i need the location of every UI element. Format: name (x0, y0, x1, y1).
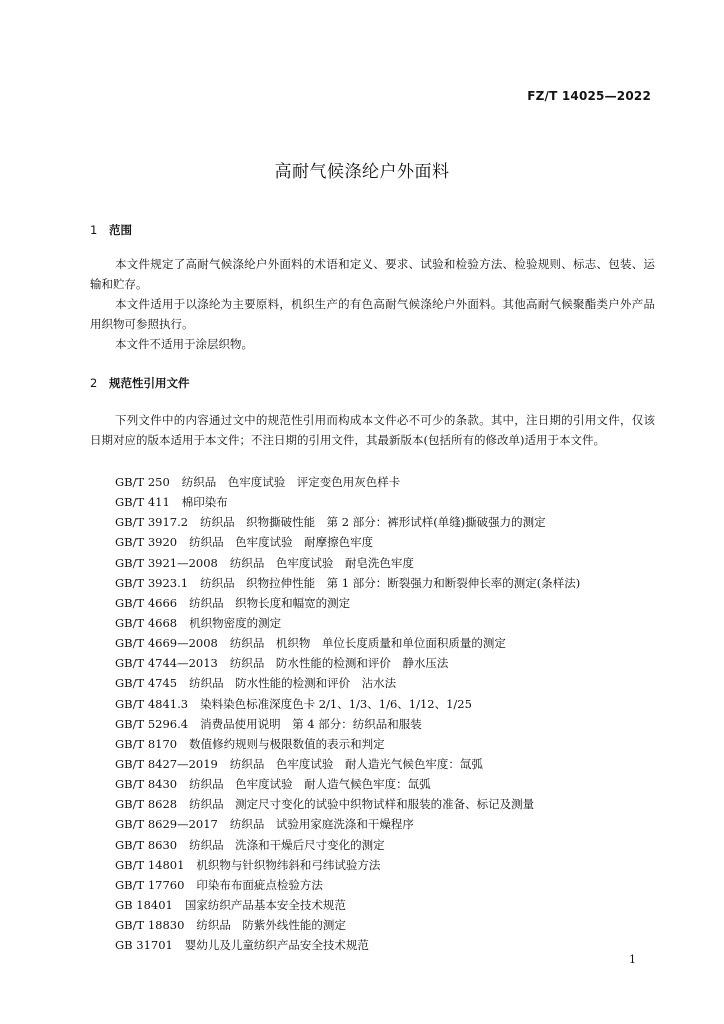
reference-code: GB/T 8427—2019 (115, 756, 218, 771)
document-title: 高耐气候涤纶户外面料 (274, 162, 450, 182)
reference-title: 纺织品 防水性能的检测和评价 沾水法 (189, 676, 397, 691)
reference-title: 数值修约规则与极限数值的表示和判定 (189, 736, 385, 751)
section-1-paragraph: 本文件规定了高耐气候涤纶户外面料的术语和定义、要求、试验和检验方法、检验规则、标志、包装、运输和贮存。 (90, 257, 655, 291)
reference-code: GB/T 250 (115, 475, 170, 489)
reference-title: 纺织品 织物撕破性能 第 2 部分：裤形试样(单缝)撕破强力的测定 (200, 515, 546, 530)
section-1-paragraph: 本文件适用于以涤纶为主要原料，机织生产的有色高耐气候涤纶户外面料。其他高耐气候聚酯类户外产品用织物可参照执行。 (90, 297, 655, 331)
reference-item (115, 714, 580, 734)
normative-references-list (115, 472, 580, 955)
reference-code: GB/T 3917.2 (115, 515, 189, 530)
reference-item (115, 835, 580, 855)
reference-code: GB/T 14801 (115, 857, 185, 872)
section-1-paragraph: 本文件不适用于涂层织物。 (115, 337, 253, 351)
reference-item (115, 633, 580, 653)
reference-title: 机织物密度的测定 (189, 615, 282, 630)
page-number: 1 (629, 953, 636, 966)
reference-item (115, 895, 580, 915)
reference-title: 纺织品 洗涤和干燥后尺寸变化的测定 (189, 837, 385, 852)
reference-item (115, 935, 580, 955)
reference-code: GB/T 8170 (115, 736, 178, 751)
reference-title: 纺织品 色牢度试验 耐人造光气候色牢度：氙弧 (229, 756, 483, 771)
reference-item (115, 734, 580, 754)
reference-item (115, 673, 580, 693)
reference-title: 纺织品 色牢度试验 耐摩擦色牢度 (189, 535, 374, 550)
reference-code: GB/T 17760 (115, 877, 185, 892)
reference-code: GB/T 4744—2013 (115, 656, 218, 671)
reference-title: 纺织品 织物长度和幅宽的测定 (189, 595, 351, 610)
reference-title: 纺织品 测定尺寸变化的试验中织物试样和服装的准备、标记及测量 (189, 797, 535, 812)
reference-code: GB/T 4745 (115, 676, 178, 691)
reference-code: GB/T 4666 (115, 595, 178, 610)
reference-title: 纺织品 色牢度试验 耐人造气候色牢度：氙弧 (189, 777, 431, 792)
reference-item (115, 573, 580, 593)
reference-item (115, 875, 580, 895)
reference-title: 机织物与针织物纬斜和弓纬试验方法 (196, 857, 381, 872)
reference-title: 纺织品 色牢度试验 耐皂洗色牢度 (229, 555, 414, 570)
reference-code: GB/T 3923.1 (115, 575, 189, 590)
reference-title: 纺织品 机织物 单位长度质量和单位面积质量的测定 (229, 636, 506, 651)
section-2-title: 规范性引用文件 (109, 376, 190, 390)
reference-item (115, 472, 580, 492)
reference-title: 纺织品 试验用家庭洗涤和干燥程序 (229, 817, 414, 832)
section-2-intro: 下列文件中的内容通过文中的规范性引用而构成本文件必不可少的条款。其中，注日期的引用文件，仅该日期对应的版本适用于本文件；不注日期的引用文件，其最新版本(包括所有的修改单)适用于本文件。 (90, 413, 655, 447)
reference-code: GB/T 4669—2008 (115, 636, 218, 651)
reference-item (115, 653, 580, 673)
standard-number: FZ/T 14025—2022 (527, 89, 651, 103)
section-2-heading (90, 375, 190, 391)
section-1-number: 1 (90, 223, 98, 237)
reference-item (115, 855, 580, 875)
reference-title: 印染布布面疵点检验方法 (196, 877, 323, 892)
reference-code: GB/T 3920 (115, 535, 178, 550)
reference-item (115, 915, 580, 935)
reference-code: GB 18401 (115, 897, 173, 912)
reference-item (115, 774, 580, 794)
reference-code: GB/T 18830 (115, 918, 185, 933)
reference-item (115, 532, 580, 552)
reference-code: GB/T 411 (115, 495, 170, 510)
reference-item (115, 694, 580, 714)
reference-title: 纺织品 防紫外线性能的测定 (196, 918, 346, 933)
reference-title: 婴幼儿及儿童纺织产品安全技术规范 (184, 938, 369, 953)
reference-code: GB/T 8628 (115, 797, 178, 812)
reference-item (115, 754, 580, 774)
reference-title: 消费品使用说明 第 4 部分：纺织品和服装 (200, 716, 422, 731)
reference-code: GB 31701 (115, 938, 173, 953)
section-1-title: 范围 (109, 223, 132, 237)
reference-code: GB/T 8430 (115, 777, 178, 792)
section-2-number: 2 (90, 376, 98, 390)
reference-item (115, 613, 580, 633)
reference-title: 国家纺织产品基本安全技术规范 (184, 897, 346, 912)
reference-code: GB/T 8629—2017 (115, 817, 218, 832)
reference-code: GB/T 4668 (115, 615, 178, 630)
reference-item (115, 814, 580, 834)
reference-code: GB/T 4841.3 (115, 696, 189, 711)
reference-title: 纺织品 防水性能的检测和评价 静水压法 (229, 656, 449, 671)
reference-title: 棉印染布 (181, 495, 228, 510)
reference-item (115, 492, 580, 512)
section-1-heading (90, 222, 132, 238)
reference-item (115, 593, 580, 613)
reference-title: 染料染色标准深度色卡 2/1、1/3、1/6、1/12、1/25 (200, 696, 472, 711)
reference-item (115, 794, 580, 814)
reference-code: GB/T 3921—2008 (115, 555, 218, 570)
reference-code: GB/T 5296.4 (115, 716, 189, 731)
reference-item (115, 512, 580, 532)
reference-title: 纺织品 织物拉伸性能 第 1 部分：断裂强力和断裂伸长率的测定(条样法) (200, 575, 581, 590)
reference-code: GB/T 8630 (115, 837, 178, 852)
reference-item (115, 553, 580, 573)
reference-title: 纺织品 色牢度试验 评定变色用灰色样卡 (181, 475, 401, 489)
